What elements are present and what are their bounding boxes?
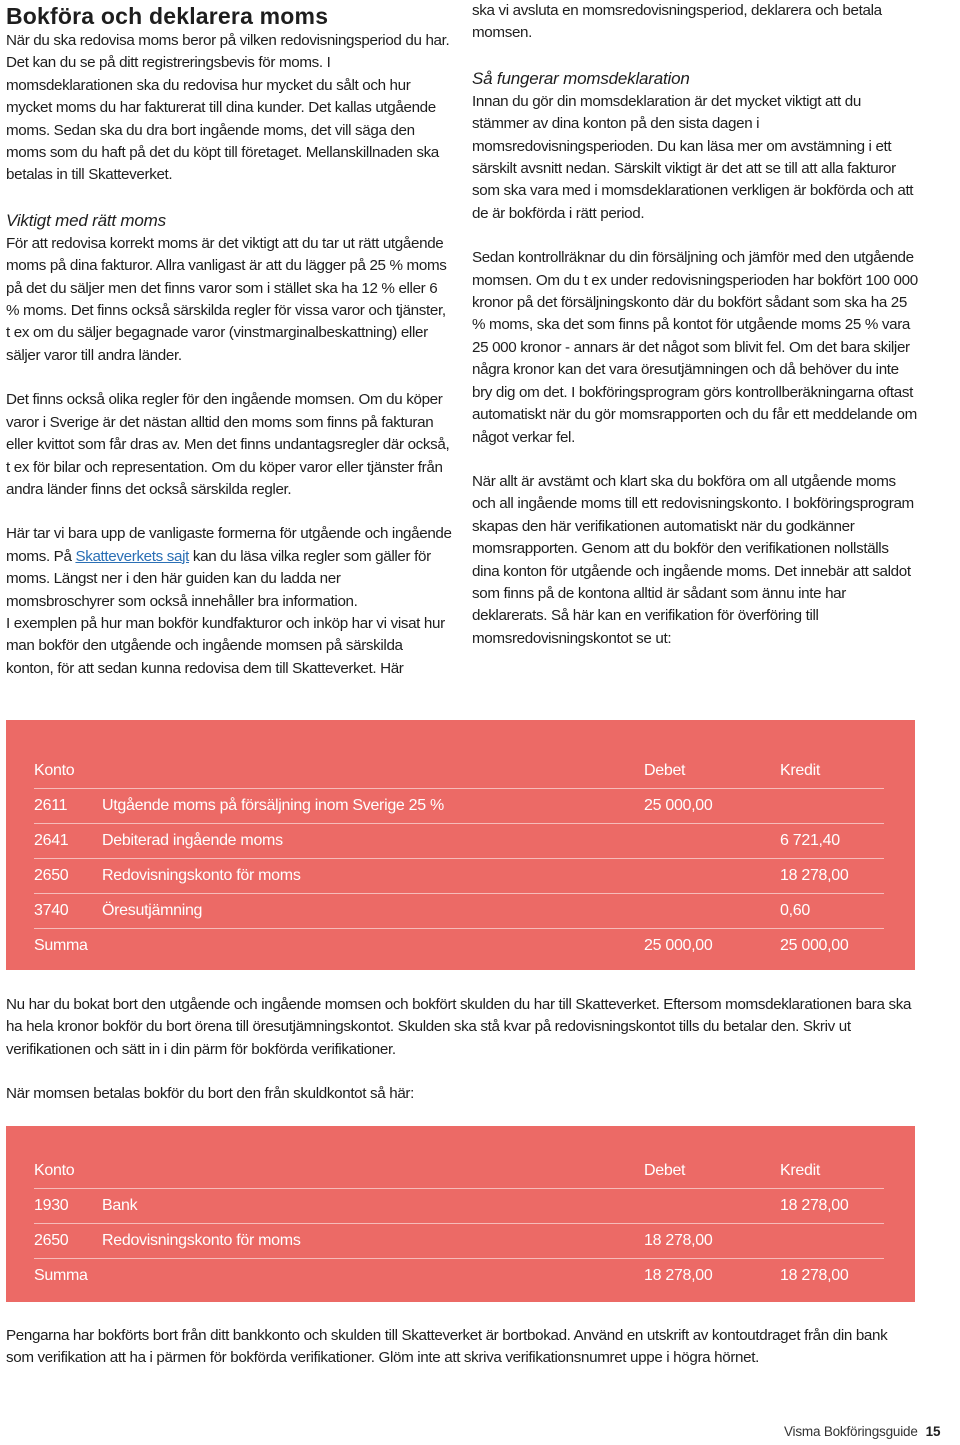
paragraph-skatteverket: Här tar vi bara upp de vanligaste formerna för utgående och ingående moms. På Skatteverkets sajt kan du läsa vilka regler som gäller för moms. Längst ner i den här guiden kan du ladda ner momsbroschyrer som också innehåller bra information.: [6, 525, 452, 610]
paragraph-continuation: ska vi avsluta en momsredovisningsperiod, deklarera och betala momsen.: [472, 2, 882, 42]
table-row: [34, 894, 884, 929]
paragraph-momsen-betalas: När momsen betalas bokför du bort den från skuldkontot så här:: [6, 1085, 415, 1103]
paragraph-exempel: I exemplen på hur man bokför kundfakturor och inköp har vi visat hur man bokför den utgående och ingående momsen på särskilda konton, för att sedan kunna redovisa dem till Skatteverket. Här: [6, 614, 445, 677]
cell-debet: 25 000,00: [644, 789, 780, 824]
cell-konto: 2650: [34, 1224, 102, 1259]
sum-kredit: 18 278,00: [780, 1267, 849, 1284]
cell-konto: 2611: [34, 789, 102, 824]
header-debet: Debet: [644, 754, 780, 789]
paragraph-bokat-bort: Nu har du bokat bort den utgående och ingående momsen och bokfört skulden du har till Skatteverket. Eftersom momsdeklarationen bara ska ha hela kronor bokför du bort örena till öresutjämningskontot. Skulden ska stå kvar på redovisningskontot tills du betalar den. Skriv ut verifikationen och sätt in i din pärm för bokförda verifikationer.: [6, 996, 912, 1058]
page-title: Bokföra och deklarera moms: [6, 3, 329, 29]
sum-kredit: 25 000,00: [780, 937, 849, 954]
table-row: [34, 824, 884, 859]
cell-kredit: [780, 789, 884, 824]
header-debet: Debet: [644, 1154, 780, 1189]
cell-text: Utgående moms på försäljning inom Sverige 25 %: [102, 789, 644, 824]
table-row: [34, 789, 884, 824]
paragraph-bokfora-om: När allt är avstämt och klart ska du bokföra om all utgående moms och all ingående moms till ett redovisningskonto. I bokföringsprogram skapas den här verifikationen automatiskt när du godkänner momsrapporten. Genom att du bokför den verifikationen nollställs dina konton för utgående och ingående moms. Det innebär att saldot som finns på de kontona alltid är sådant som ännu inte har deklarerats. Så här kan en verifikation för överföring till momsredovisningskontot se ut:: [472, 472, 914, 647]
paragraph-avstamning: Innan du gör din momsdeklaration är det mycket viktigt att du stämmer av dina konton på den sista dagen i momsredovisningsperioden. Du kan läsa mer om avstämning i ett särskilt avsnitt nedan. Särskilt viktigt är det att se till att alla fakturor som ska vara med i momsdeklarationen verkligen är bokförda och att de är bokförda i rätt period.: [472, 92, 914, 222]
table-header-row: [34, 754, 884, 789]
paragraph-ratt-moms: För att redovisa korrekt moms är det viktigt att du tar ut rätt utgående moms på dina fakturor. Allra vanligast är att du lägger på 25 % moms på det du säljer men det finns varor som i stället ska ha 12 % eller 6 % moms. Det finns också särskilda regler för vissa varor och tjänster, t ex om du säljer begagnade varor (vinstmarginalbeskattning) eller säljer varor till andra länder.: [6, 234, 447, 364]
verification-table-betalning: [6, 1126, 915, 1302]
cell-kredit: 6 721,40: [780, 824, 884, 859]
sum-label: Summa: [34, 937, 88, 954]
header-text: [102, 1154, 644, 1189]
header-kredit: Kredit: [780, 1154, 884, 1189]
header-text: [102, 754, 644, 789]
cell-kredit: [780, 1224, 884, 1259]
sum-label: Summa: [34, 1267, 88, 1284]
table-row: [34, 859, 884, 894]
header-konto: Konto: [34, 1154, 102, 1189]
guide-name: Visma Bokföringsguide: [784, 1424, 918, 1439]
cell-debet: 18 278,00: [644, 1224, 780, 1259]
skatteverket-link[interactable]: Skatteverkets sajt: [75, 547, 189, 565]
sum-debet: 25 000,00: [644, 937, 713, 954]
cell-konto: 1930: [34, 1189, 102, 1224]
cell-kredit: 18 278,00: [780, 1189, 884, 1224]
cell-text: Redovisningskonto för moms: [102, 859, 644, 894]
header-kredit: Kredit: [780, 754, 884, 789]
sum-debet: 18 278,00: [644, 1267, 713, 1284]
cell-debet: [644, 1189, 780, 1224]
bottom-text: [6, 1325, 916, 1370]
cell-text: Bank: [102, 1189, 644, 1224]
table-sum-row: [34, 929, 884, 964]
cell-text: Debiterad ingående moms: [102, 824, 644, 859]
cell-konto: 2641: [34, 824, 102, 859]
cell-konto: 2650: [34, 859, 102, 894]
cell-text: Redovisningskonto för moms: [102, 1224, 644, 1259]
paragraph-kontrollrakna: Sedan kontrollräknar du din försäljning och jämför med den utgående momsen. Om du t ex under redovisningsperioden har bokfört 100 000 kronor på det försäljningskonto där du bokfört sådant som ska ha 25 % moms, ska det som finns på kontot för utgående moms 25 % vara 25 000 kronor - annars är det något som blivit fel. Om det bara skiljer några kronor kan det vara öresutjämningen och då behöver du inte bry dig om det. I bokföringsprogram görs kontrollberäkningarna oftast automatiskt när du gör momsrapporten och du får ett meddelande om något verkar fel.: [472, 249, 918, 446]
cell-text: Öresutjämning: [102, 894, 644, 929]
verification-table-moms: [6, 720, 915, 970]
table-row: [34, 1189, 884, 1224]
table-betalning: [34, 1154, 884, 1293]
cell-debet: [644, 894, 780, 929]
table-moms: [34, 754, 884, 963]
page-number: 15: [925, 1424, 941, 1439]
paragraph-pengarna: Pengarna har bokförts bort från ditt bankkonto och skulden till Skatteverket är bortbokad. Använd en utskrift av kontoutdraget från din bank som verifikation att ha i pärmen för bokförda verifikationer. Glöm inte att skriva verifikationsnumret uppe i högra hörnet.: [6, 1327, 888, 1367]
cell-konto: 3740: [34, 894, 102, 929]
table-sum-row: [34, 1259, 884, 1294]
section-heading-viktigt: Viktigt med rätt moms: [6, 210, 166, 230]
cell-kredit: 0,60: [780, 894, 884, 929]
left-column: [6, 0, 452, 680]
intro-paragraph: När du ska redovisa moms beror på vilken redovisningsperiod du har. Det kan du se på ditt registreringsbevis för moms. I momsdeklarationen ska du redovisa hur mycket du sålt och hur mycket moms du har fakturerat till dina kunder. Det kallas utgående moms. Sedan ska du dra bort ingående moms, det vill säga den moms som du haft på det du köpt till företaget. Mellanskillnaden ska betalas in till Skatteverket.: [6, 32, 450, 184]
cell-debet: [644, 824, 780, 859]
table-row: [34, 1224, 884, 1259]
cell-debet: [644, 859, 780, 894]
header-konto: Konto: [34, 754, 102, 789]
mid-text: [6, 994, 916, 1106]
cell-kredit: 18 278,00: [780, 859, 884, 894]
section-heading-momsdeklaration: Så fungerar momsdeklaration: [472, 68, 690, 88]
right-column: [472, 0, 918, 650]
table-header-row: [34, 1154, 884, 1189]
paragraph-ingaende-moms: Det finns också olika regler för den ingående momsen. Om du köper varor i Sverige är det nästan alltid den moms som finns på fakturan eller kvittot som får dras av. Men det finns undantagsregler där också, t ex för bilar och representation. Om du köper varor eller tjänster från andra länder finns det också särskilda regler.: [6, 391, 450, 498]
page-footer: [784, 1424, 940, 1439]
